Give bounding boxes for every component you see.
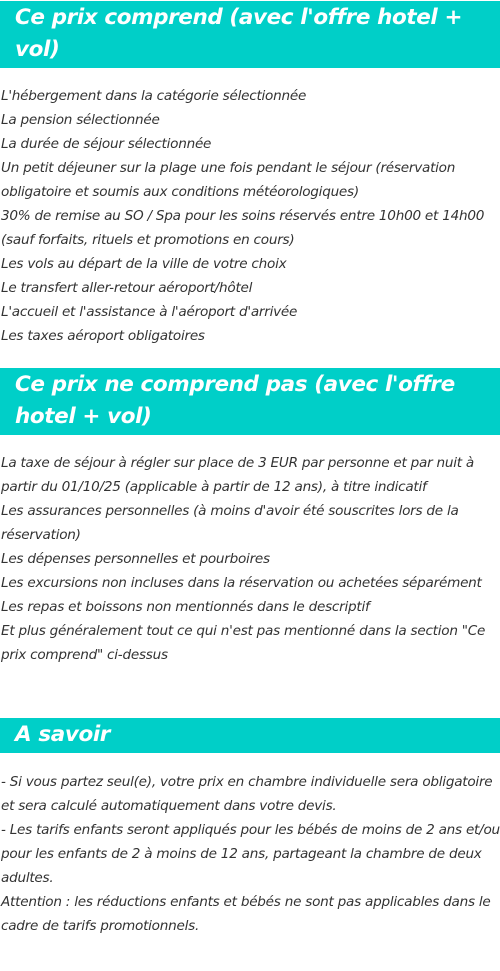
included-list [0, 84, 500, 348]
excluded-section [0, 368, 500, 667]
good-to-know-section [0, 718, 500, 938]
included-section [0, 1, 500, 348]
list-item: L'accueil et l'assistance à l'aéroport d'arrivée [1, 304, 298, 320]
list-item: La pension sélectionnée [1, 112, 160, 128]
list-item: Attention : les réductions enfants et bébés ne sont pas applicables dans le cadre de tarifs promotionnels. [1, 894, 491, 934]
good-to-know-title: A savoir [0, 718, 500, 753]
included-title: Ce prix comprend (avec l'offre hotel + vol) [0, 1, 500, 68]
list-item: 30% de remise au SO / Spa pour les soins réservés entre 10h00 et 14h00 (sauf forfaits, rituels et promotions en cours) [1, 208, 485, 248]
list-item: La taxe de séjour à régler sur place de 3 EUR par personne et par nuit à partir du 01/10/25 (applicable à partir de 12 ans), à titre indicatif [1, 455, 475, 495]
excluded-title: Ce prix ne comprend pas (avec l'offre hotel + vol) [0, 368, 500, 435]
list-item: Les taxes aéroport obligatoires [1, 328, 205, 344]
list-item: Les vols au départ de la ville de votre choix [1, 256, 287, 272]
list-item: Et plus généralement tout ce qui n'est pas mentionné dans la section "Ce prix comprend" ci-dessus [1, 623, 486, 663]
list-item: L'hébergement dans la catégorie sélectionnée [1, 88, 307, 104]
list-item: - Les tarifs enfants seront appliqués pour les bébés de moins de 2 ans et/ou pour les enfants de 2 à moins de 12 ans, partageant la chambre de deux adultes. [1, 822, 500, 886]
list-item: Les assurances personnelles (à moins d'avoir été souscrites lors de la réservation) [1, 503, 459, 543]
list-item: Les excursions non incluses dans la réservation ou achetées séparément [1, 575, 482, 591]
list-item: Les repas et boissons non mentionnés dans le descriptif [1, 599, 370, 615]
good-to-know-list [0, 770, 500, 938]
excluded-list [0, 451, 500, 667]
list-item: La durée de séjour sélectionnée [1, 136, 212, 152]
list-item: Un petit déjeuner sur la plage une fois pendant le séjour (réservation obligatoire et soumis aux conditions météorologiques) [1, 160, 456, 200]
list-item: Les dépenses personnelles et pourboires [1, 551, 270, 567]
list-item: Le transfert aller-retour aéroport/hôtel [1, 280, 253, 296]
list-item: - Si vous partez seul(e), votre prix en chambre individuelle sera obligatoire et sera calculé automatiquement dans votre devis. [1, 774, 493, 814]
